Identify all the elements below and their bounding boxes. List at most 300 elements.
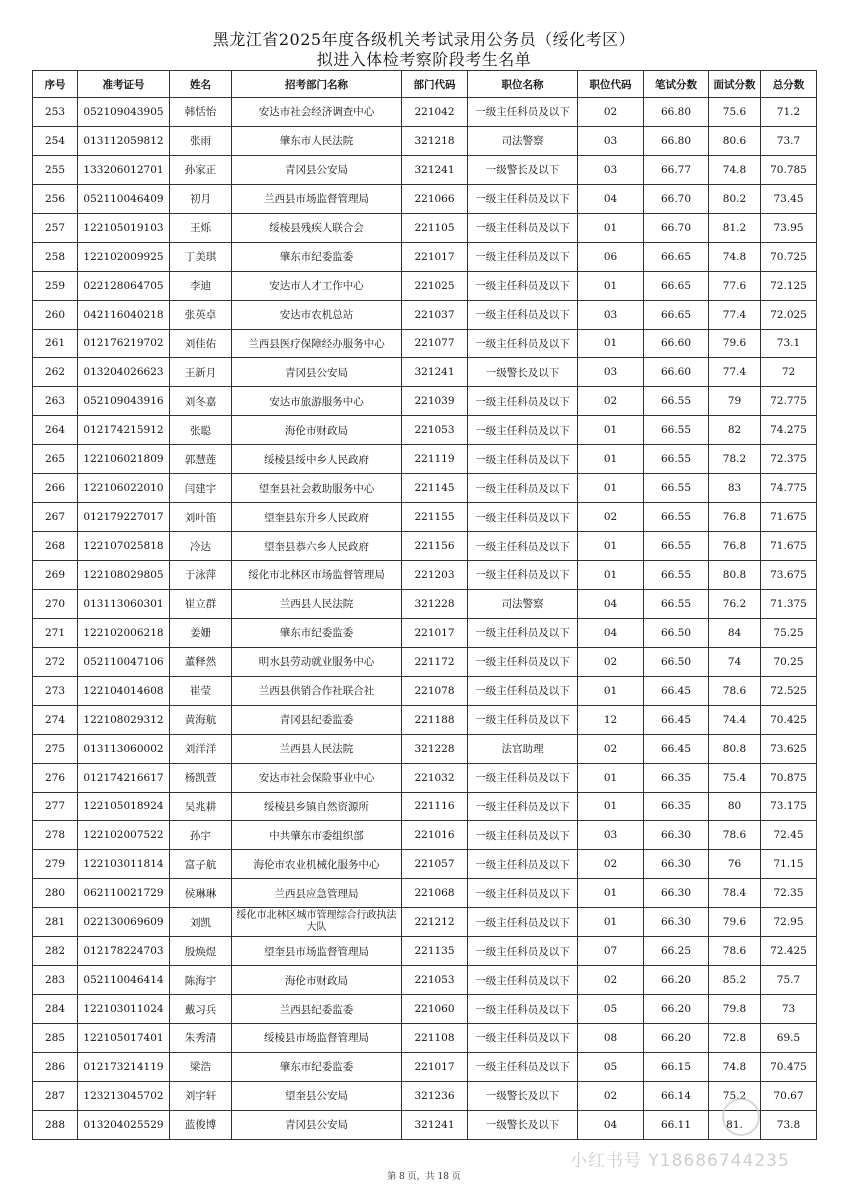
cell-exam-id: 122103011024 <box>78 995 170 1024</box>
cell-total-score: 72.95 <box>761 908 817 937</box>
cell-name: 崔莹 <box>170 676 232 705</box>
cell-dept-code: 221135 <box>402 937 468 966</box>
cell-index: 280 <box>33 879 78 908</box>
cell-name: 董释然 <box>170 647 232 676</box>
cell-written-score: 66.65 <box>644 300 709 329</box>
cell-position: 一级主任科员及以下 <box>468 850 578 879</box>
cell-exam-id: 012176219702 <box>78 329 170 358</box>
cell-department: 望奎县恭六乡人民政府 <box>232 532 402 561</box>
cell-index: 281 <box>33 908 78 937</box>
cell-position-code: 01 <box>578 792 644 821</box>
cell-position-code: 02 <box>578 966 644 995</box>
cell-position-code: 01 <box>578 561 644 590</box>
cell-name: 郭慧莲 <box>170 445 232 474</box>
cell-interview-score: 75.4 <box>709 763 761 792</box>
cell-name: 刘叶笛 <box>170 503 232 532</box>
cell-total-score: 70.67 <box>761 1081 817 1110</box>
cell-interview-score: 77.4 <box>709 358 761 387</box>
cell-position: 一级主任科员及以下 <box>468 705 578 734</box>
cell-written-score: 66.20 <box>644 995 709 1024</box>
page-title: 黑龙江省2025年度各级机关考试录用公务员（绥化考区） <box>212 30 636 49</box>
cell-department: 肇东市纪委监委 <box>232 1052 402 1081</box>
cell-index: 254 <box>33 126 78 155</box>
cell-index: 288 <box>33 1110 78 1139</box>
cell-position: 一级主任科员及以下 <box>468 474 578 503</box>
cell-index: 275 <box>33 734 78 763</box>
cell-total-score: 73.45 <box>761 184 817 213</box>
cell-position: 一级主任科员及以下 <box>468 966 578 995</box>
cell-exam-id: 122108029805 <box>78 561 170 590</box>
cell-total-score: 73.625 <box>761 734 817 763</box>
cell-name: 初月 <box>170 184 232 213</box>
page-subtitle: 拟进入体检考察阶段考生名单 <box>316 50 532 69</box>
cell-dept-code: 221017 <box>402 618 468 647</box>
cell-written-score: 66.50 <box>644 618 709 647</box>
cell-name: 刘洋洋 <box>170 734 232 763</box>
cell-name: 杨凯萱 <box>170 763 232 792</box>
cell-index: 266 <box>33 474 78 503</box>
cell-department: 兰西县供销合作社联合社 <box>232 676 402 705</box>
cell-total-score: 71.375 <box>761 589 817 618</box>
cell-dept-code: 221057 <box>402 850 468 879</box>
cell-dept-code: 221025 <box>402 271 468 300</box>
cell-name: 刘宇轩 <box>170 1081 232 1110</box>
table-row <box>33 532 817 561</box>
cell-index: 256 <box>33 184 78 213</box>
header-position: 职位名称 <box>468 71 578 98</box>
cell-position: 一级主任科员及以下 <box>468 937 578 966</box>
cell-dept-code: 221039 <box>402 387 468 416</box>
cell-name: 张雨 <box>170 126 232 155</box>
cell-total-score: 72.425 <box>761 937 817 966</box>
cell-name: 张聪 <box>170 416 232 445</box>
cell-position-code: 03 <box>578 126 644 155</box>
cell-index: 265 <box>33 445 78 474</box>
cell-department: 望奎县东升乡人民政府 <box>232 503 402 532</box>
cell-department: 海伦市农业机械化服务中心 <box>232 850 402 879</box>
cell-written-score: 66.80 <box>644 126 709 155</box>
cell-written-score: 66.15 <box>644 1052 709 1081</box>
cell-total-score: 73.95 <box>761 213 817 242</box>
cell-department: 兰西县人民法院 <box>232 734 402 763</box>
cell-department: 青冈县公安局 <box>232 358 402 387</box>
table-row <box>33 821 817 850</box>
cell-interview-score: 74 <box>709 647 761 676</box>
cell-position-code: 02 <box>578 387 644 416</box>
cell-total-score: 74.275 <box>761 416 817 445</box>
cell-position-code: 12 <box>578 705 644 734</box>
cell-dept-code: 221017 <box>402 242 468 271</box>
cell-position-code: 04 <box>578 184 644 213</box>
cell-position-code: 02 <box>578 503 644 532</box>
cell-department: 兰西县人民法院 <box>232 589 402 618</box>
cell-position: 一级主任科员及以下 <box>468 242 578 271</box>
cell-total-score: 70.725 <box>761 242 817 271</box>
cell-dept-code: 321228 <box>402 734 468 763</box>
cell-index: 287 <box>33 1081 78 1110</box>
cell-written-score: 66.80 <box>644 98 709 127</box>
cell-name: 韩恬怡 <box>170 98 232 127</box>
cell-index: 267 <box>33 503 78 532</box>
cell-department: 兰西县应急管理局 <box>232 879 402 908</box>
cell-interview-score: 75.6 <box>709 98 761 127</box>
cell-position-code: 05 <box>578 1052 644 1081</box>
cell-index: 277 <box>33 792 78 821</box>
table-row <box>33 705 817 734</box>
cell-position: 司法警察 <box>468 126 578 155</box>
cell-position: 一级主任科员及以下 <box>468 184 578 213</box>
cell-dept-code: 221053 <box>402 416 468 445</box>
header-position-code: 职位代码 <box>578 71 644 98</box>
cell-position-code: 02 <box>578 734 644 763</box>
cell-exam-id: 012174216617 <box>78 763 170 792</box>
header-dept-code: 部门代码 <box>402 71 468 98</box>
cell-total-score: 72.525 <box>761 676 817 705</box>
cell-written-score: 66.77 <box>644 155 709 184</box>
cell-exam-id: 122102006218 <box>78 618 170 647</box>
cell-name: 戴习兵 <box>170 995 232 1024</box>
cell-dept-code: 221078 <box>402 676 468 705</box>
cell-department: 肇东市人民法院 <box>232 126 402 155</box>
table-row <box>33 618 817 647</box>
cell-written-score: 66.20 <box>644 966 709 995</box>
table-row <box>33 300 817 329</box>
cell-dept-code: 321236 <box>402 1081 468 1110</box>
cell-exam-id: 012173214119 <box>78 1052 170 1081</box>
cell-total-score: 70.425 <box>761 705 817 734</box>
cell-department: 绥棱县残疾人联合会 <box>232 213 402 242</box>
cell-department: 兰西县纪委监委 <box>232 995 402 1024</box>
header-name: 姓名 <box>170 71 232 98</box>
cell-total-score: 73 <box>761 995 817 1024</box>
cell-written-score: 66.35 <box>644 792 709 821</box>
cell-position-code: 01 <box>578 271 644 300</box>
cell-dept-code: 221156 <box>402 532 468 561</box>
cell-department: 安达市人才工作中心 <box>232 271 402 300</box>
cell-total-score: 70.475 <box>761 1052 817 1081</box>
cell-index: 284 <box>33 995 78 1024</box>
cell-index: 276 <box>33 763 78 792</box>
cell-name: 梁浩 <box>170 1052 232 1081</box>
table-row <box>33 358 817 387</box>
header-department: 招考部门名称 <box>232 71 402 98</box>
cell-department: 海伦市财政局 <box>232 416 402 445</box>
cell-index: 279 <box>33 850 78 879</box>
cell-index: 264 <box>33 416 78 445</box>
cell-dept-code: 321218 <box>402 126 468 155</box>
cell-dept-code: 221108 <box>402 1024 468 1053</box>
cell-written-score: 66.25 <box>644 937 709 966</box>
cell-interview-score: 84 <box>709 618 761 647</box>
cell-position: 一级警长及以下 <box>468 1110 578 1139</box>
cell-name: 朱秀清 <box>170 1024 232 1053</box>
cell-interview-score: 78.2 <box>709 445 761 474</box>
cell-department: 青冈县公安局 <box>232 1110 402 1139</box>
cell-index: 262 <box>33 358 78 387</box>
cell-exam-id: 122104014608 <box>78 676 170 705</box>
cell-index: 282 <box>33 937 78 966</box>
cell-written-score: 66.55 <box>644 561 709 590</box>
header-interview-score: 面试分数 <box>709 71 761 98</box>
header-total-score: 总分数 <box>761 71 817 98</box>
cell-total-score: 71.675 <box>761 503 817 532</box>
table-row <box>33 647 817 676</box>
table-row <box>33 126 817 155</box>
table-row <box>33 908 817 937</box>
cell-interview-score: 80 <box>709 792 761 821</box>
cell-dept-code: 221042 <box>402 98 468 127</box>
cell-index: 273 <box>33 676 78 705</box>
table-row <box>33 1110 817 1139</box>
cell-position-code: 08 <box>578 1024 644 1053</box>
table-row <box>33 329 817 358</box>
cell-index: 271 <box>33 618 78 647</box>
cell-index: 278 <box>33 821 78 850</box>
cell-dept-code: 321241 <box>402 1110 468 1139</box>
cell-interview-score: 75.2 <box>709 1081 761 1110</box>
cell-written-score: 66.30 <box>644 879 709 908</box>
cell-position: 一级警长及以下 <box>468 155 578 184</box>
cell-exam-id: 122107025818 <box>78 532 170 561</box>
cell-dept-code: 221017 <box>402 1052 468 1081</box>
cell-interview-score: 82 <box>709 416 761 445</box>
cell-interview-score: 83 <box>709 474 761 503</box>
cell-department: 安达市旅游服务中心 <box>232 387 402 416</box>
cell-position-code: 04 <box>578 589 644 618</box>
cell-position-code: 06 <box>578 242 644 271</box>
cell-department: 望奎县公安局 <box>232 1081 402 1110</box>
cell-position-code: 01 <box>578 474 644 503</box>
cell-department: 安达市农机总站 <box>232 300 402 329</box>
cell-interview-score: 79.6 <box>709 329 761 358</box>
cell-interview-score: 76.2 <box>709 589 761 618</box>
cell-dept-code: 221116 <box>402 792 468 821</box>
cell-name: 李迪 <box>170 271 232 300</box>
cell-exam-id: 122108029312 <box>78 705 170 734</box>
cell-department: 兰西县市场监督管理局 <box>232 184 402 213</box>
cell-written-score: 66.11 <box>644 1110 709 1139</box>
cell-interview-score: 78.6 <box>709 937 761 966</box>
table-body <box>33 98 817 1140</box>
cell-interview-score: 80.8 <box>709 561 761 590</box>
cell-total-score: 72.775 <box>761 387 817 416</box>
cell-department: 绥化市北林区城市管理综合行政执法大队 <box>232 908 402 937</box>
cell-name: 吴兆耕 <box>170 792 232 821</box>
cell-position-code: 01 <box>578 445 644 474</box>
cell-index: 274 <box>33 705 78 734</box>
cell-written-score: 66.20 <box>644 1024 709 1053</box>
table-row <box>33 445 817 474</box>
table-row <box>33 589 817 618</box>
cell-dept-code: 221188 <box>402 705 468 734</box>
cell-written-score: 66.55 <box>644 445 709 474</box>
cell-dept-code: 221053 <box>402 966 468 995</box>
table-header-row <box>33 71 817 98</box>
cell-department: 肇东市纪委监委 <box>232 242 402 271</box>
cell-written-score: 66.30 <box>644 908 709 937</box>
cell-position: 一级主任科员及以下 <box>468 213 578 242</box>
cell-name: 崔立群 <box>170 589 232 618</box>
cell-exam-id: 013204025529 <box>78 1110 170 1139</box>
cell-position: 一级主任科员及以下 <box>468 879 578 908</box>
cell-written-score: 66.45 <box>644 705 709 734</box>
cell-total-score: 73.175 <box>761 792 817 821</box>
cell-interview-score: 77.6 <box>709 271 761 300</box>
cell-exam-id: 052110046414 <box>78 966 170 995</box>
cell-department: 安达市社会保险事业中心 <box>232 763 402 792</box>
cell-position-code: 04 <box>578 1110 644 1139</box>
cell-interview-score: 80.8 <box>709 734 761 763</box>
cell-written-score: 66.14 <box>644 1081 709 1110</box>
cell-exam-id: 122105019103 <box>78 213 170 242</box>
cell-total-score: 72.125 <box>761 271 817 300</box>
cell-written-score: 66.45 <box>644 676 709 705</box>
table-row <box>33 503 817 532</box>
cell-interview-score: 74.8 <box>709 1052 761 1081</box>
cell-position-code: 05 <box>578 995 644 1024</box>
cell-position-code: 04 <box>578 618 644 647</box>
cell-interview-score: 76.8 <box>709 503 761 532</box>
table-row <box>33 416 817 445</box>
table-row <box>33 1052 817 1081</box>
cell-dept-code: 321241 <box>402 358 468 387</box>
cell-position: 一级主任科员及以下 <box>468 445 578 474</box>
cell-interview-score: 72.8 <box>709 1024 761 1053</box>
cell-index: 258 <box>33 242 78 271</box>
table-row <box>33 98 817 127</box>
cell-exam-id: 123213045702 <box>78 1081 170 1110</box>
table-row <box>33 387 817 416</box>
cell-position-code: 01 <box>578 879 644 908</box>
cell-position: 一级主任科员及以下 <box>468 387 578 416</box>
cell-interview-score: 74.8 <box>709 155 761 184</box>
cell-name: 富子航 <box>170 850 232 879</box>
cell-dept-code: 221172 <box>402 647 468 676</box>
cell-name: 殷焕煜 <box>170 937 232 966</box>
cell-department: 中共肇东市委组织部 <box>232 821 402 850</box>
cell-written-score: 66.55 <box>644 532 709 561</box>
cell-total-score: 72 <box>761 358 817 387</box>
cell-position-code: 02 <box>578 98 644 127</box>
cell-name: 冷达 <box>170 532 232 561</box>
cell-name: 王新月 <box>170 358 232 387</box>
cell-written-score: 66.30 <box>644 821 709 850</box>
cell-position-code: 03 <box>578 300 644 329</box>
cell-department: 望奎县市场监督管理局 <box>232 937 402 966</box>
cell-total-score: 74.775 <box>761 474 817 503</box>
cell-department: 青冈县公安局 <box>232 155 402 184</box>
cell-position: 一级主任科员及以下 <box>468 1024 578 1053</box>
cell-written-score: 66.45 <box>644 734 709 763</box>
header-index: 序号 <box>33 71 78 98</box>
cell-department: 绥棱县乡镇自然资源所 <box>232 792 402 821</box>
cell-index: 283 <box>33 966 78 995</box>
cell-total-score: 72.025 <box>761 300 817 329</box>
cell-total-score: 69.5 <box>761 1024 817 1053</box>
cell-written-score: 66.65 <box>644 242 709 271</box>
cell-department: 安达市社会经济调查中心 <box>232 98 402 127</box>
cell-exam-id: 122106022010 <box>78 474 170 503</box>
cell-exam-id: 042116040218 <box>78 300 170 329</box>
cell-exam-id: 122102009925 <box>78 242 170 271</box>
cell-exam-id: 052109043905 <box>78 98 170 127</box>
table-row <box>33 561 817 590</box>
cell-interview-score: 79 <box>709 387 761 416</box>
cell-written-score: 66.70 <box>644 184 709 213</box>
cell-interview-score: 78.4 <box>709 879 761 908</box>
cell-name: 孙宇 <box>170 821 232 850</box>
cell-position-code: 01 <box>578 213 644 242</box>
cell-name: 闫建宇 <box>170 474 232 503</box>
cell-position: 一级主任科员及以下 <box>468 995 578 1024</box>
cell-exam-id: 052110046409 <box>78 184 170 213</box>
cell-total-score: 72.35 <box>761 879 817 908</box>
cell-position-code: 03 <box>578 821 644 850</box>
cell-exam-id: 013204026623 <box>78 358 170 387</box>
cell-exam-id: 052109043916 <box>78 387 170 416</box>
cell-exam-id: 052110047106 <box>78 647 170 676</box>
cell-position-code: 01 <box>578 676 644 705</box>
cell-name: 黄海航 <box>170 705 232 734</box>
cell-position: 一级主任科员及以下 <box>468 1052 578 1081</box>
cell-name: 刘佳佑 <box>170 329 232 358</box>
cell-exam-id: 122105018924 <box>78 792 170 821</box>
cell-interview-score: 78.6 <box>709 821 761 850</box>
cell-dept-code: 221203 <box>402 561 468 590</box>
cell-department: 兰西县医疗保障经办服务中心 <box>232 329 402 358</box>
cell-index: 259 <box>33 271 78 300</box>
table-row <box>33 184 817 213</box>
cell-interview-score: 79.8 <box>709 995 761 1024</box>
watermark-logo-icon <box>722 1098 760 1136</box>
cell-exam-id: 013113060301 <box>78 589 170 618</box>
cell-position: 一级主任科员及以下 <box>468 416 578 445</box>
cell-interview-score: 78.6 <box>709 676 761 705</box>
cell-position-code: 01 <box>578 416 644 445</box>
cell-interview-score: 76 <box>709 850 761 879</box>
cell-index: 269 <box>33 561 78 590</box>
cell-written-score: 66.55 <box>644 589 709 618</box>
cell-position: 一级主任科员及以下 <box>468 908 578 937</box>
cell-total-score: 73.675 <box>761 561 817 590</box>
cell-written-score: 66.60 <box>644 329 709 358</box>
cell-name: 刘凯 <box>170 908 232 937</box>
cell-dept-code: 221068 <box>402 879 468 908</box>
cell-total-score: 75.7 <box>761 966 817 995</box>
cell-interview-score: 85.2 <box>709 966 761 995</box>
cell-written-score: 66.60 <box>644 358 709 387</box>
cell-written-score: 66.70 <box>644 213 709 242</box>
cell-position: 一级主任科员及以下 <box>468 98 578 127</box>
table-row <box>33 879 817 908</box>
watermark-text: 小红书号 Y18686744235 <box>570 1151 790 1171</box>
cell-exam-id: 012174215912 <box>78 416 170 445</box>
cell-position-code: 01 <box>578 532 644 561</box>
cell-index: 268 <box>33 532 78 561</box>
cell-exam-id: 122102007522 <box>78 821 170 850</box>
table-row <box>33 1081 817 1110</box>
cell-total-score: 70.25 <box>761 647 817 676</box>
cell-index: 270 <box>33 589 78 618</box>
cell-total-score: 73.7 <box>761 126 817 155</box>
cell-department: 绥棱县市场监督管理局 <box>232 1024 402 1053</box>
cell-position: 法官助理 <box>468 734 578 763</box>
cell-index: 257 <box>33 213 78 242</box>
table-row <box>33 1024 817 1053</box>
cell-dept-code: 321241 <box>402 155 468 184</box>
cell-position: 一级主任科员及以下 <box>468 792 578 821</box>
cell-written-score: 66.55 <box>644 416 709 445</box>
